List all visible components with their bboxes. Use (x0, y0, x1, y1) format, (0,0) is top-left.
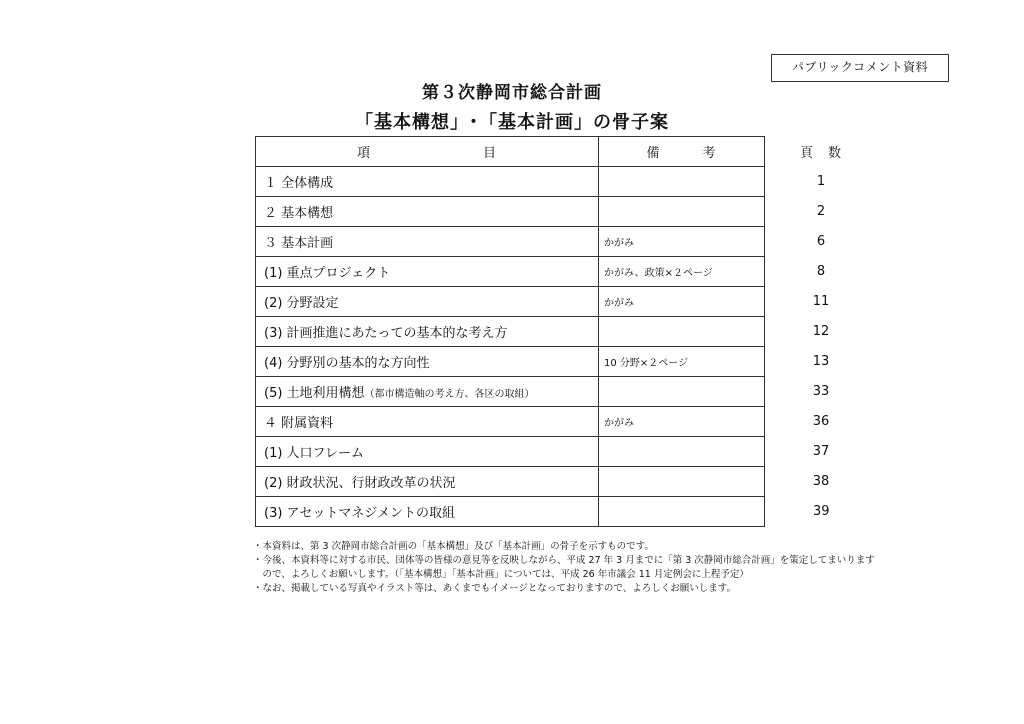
row-page: 12 (812, 324, 830, 339)
table-row (256, 407, 878, 437)
footnote-line: ・本資料は、第 3 次静岡市総合計画の「基本構想」及び「基本計画」の骨子を示すものです。 (253, 541, 654, 552)
row-item-label: (2) 分野設定 (264, 296, 339, 311)
row-page: 39 (812, 504, 830, 519)
row-item-label: (3) アセットマネジメントの取組 (264, 506, 456, 521)
footnote-line: ・今後、本資料等に対する市民、団体等の皆様の意見等を反映しながら、平成 27 年 3 月までに「第 3 次静岡市総合計画」を策定してまいります (253, 555, 875, 566)
row-page: 38 (812, 474, 830, 489)
row-page: 33 (812, 384, 830, 399)
row-item-label: (5) 土地利用構想 (264, 386, 365, 401)
row-item-detail: （都市構造軸の考え方、各区の取組） (364, 389, 535, 400)
table-row (256, 227, 878, 257)
row-note (599, 317, 765, 347)
outline-table (255, 136, 878, 527)
row-item (256, 437, 599, 467)
row-item-label: １ 全体構成 (264, 176, 334, 191)
row-item-label: (4) 分野別の基本的な方向性 (264, 356, 430, 371)
row-item (256, 227, 599, 257)
row-page: 6 (816, 234, 826, 249)
row-item (256, 287, 599, 317)
footnotes (253, 540, 893, 596)
row-note: かがみ (599, 227, 765, 257)
row-page: 36 (812, 414, 830, 429)
table-row (256, 377, 878, 407)
table-row (256, 167, 878, 197)
row-note (599, 437, 765, 467)
table-row (256, 257, 878, 287)
row-item (256, 377, 599, 407)
row-item-label: (2) 財政状況、行財政改革の状況 (264, 476, 456, 491)
table-row (256, 437, 878, 467)
row-item (256, 467, 599, 497)
page-subtitle: 「基本構想」･「基本計画」の骨子案 (355, 112, 669, 133)
row-item-label: (1) 重点プロジェクト (264, 266, 391, 281)
footnote-line: ・なお、掲載している写真やイラスト等は、あくまでもイメージとなっておりますので、よろしくお願いします。 (253, 583, 736, 594)
row-page: 37 (812, 444, 830, 459)
row-note (599, 467, 765, 497)
header-note: 備 考 (599, 137, 765, 167)
row-page: 2 (816, 204, 826, 219)
row-item (256, 197, 599, 227)
row-page: 8 (816, 264, 826, 279)
row-item-label: (3) 計画推進にあたっての基本的な考え方 (264, 326, 508, 341)
row-item (256, 497, 599, 527)
row-item-label: ４ 附属資料 (264, 416, 334, 431)
header-item: 項 目 (256, 137, 599, 167)
row-item (256, 347, 599, 377)
row-note (599, 167, 765, 197)
row-item-label: (1) 人口フレーム (264, 446, 365, 461)
table-row (256, 497, 878, 527)
table-row (256, 347, 878, 377)
header-page: 頁 数 (799, 146, 842, 161)
page-title: 第３次静岡市総合計画 (422, 83, 602, 103)
document-tag: パブリックコメント資料 (771, 54, 949, 82)
row-item-label: ３ 基本計画 (264, 236, 334, 251)
row-page: 1 (816, 174, 826, 189)
row-note: かがみ、政策×２ページ (599, 257, 765, 287)
table-row (256, 467, 878, 497)
row-item (256, 407, 599, 437)
row-note: かがみ (599, 407, 765, 437)
row-note: 10 分野×２ページ (599, 347, 765, 377)
row-item (256, 317, 599, 347)
row-note (599, 497, 765, 527)
row-item (256, 257, 599, 287)
table-row (256, 317, 878, 347)
row-note (599, 197, 765, 227)
row-note (599, 377, 765, 407)
row-page: 13 (812, 354, 830, 369)
table-row (256, 287, 878, 317)
row-item (256, 167, 599, 197)
footnote-line: ので、よろしくお願いします。（「基本構想」「基本計画」については、平成 26 年市議会 11 月定例会に上程予定） (253, 569, 749, 580)
row-page: 11 (812, 294, 830, 309)
row-item-label: ２ 基本構想 (264, 206, 334, 221)
table-row (256, 197, 878, 227)
row-note: かがみ (599, 287, 765, 317)
table-header-row (256, 137, 878, 167)
